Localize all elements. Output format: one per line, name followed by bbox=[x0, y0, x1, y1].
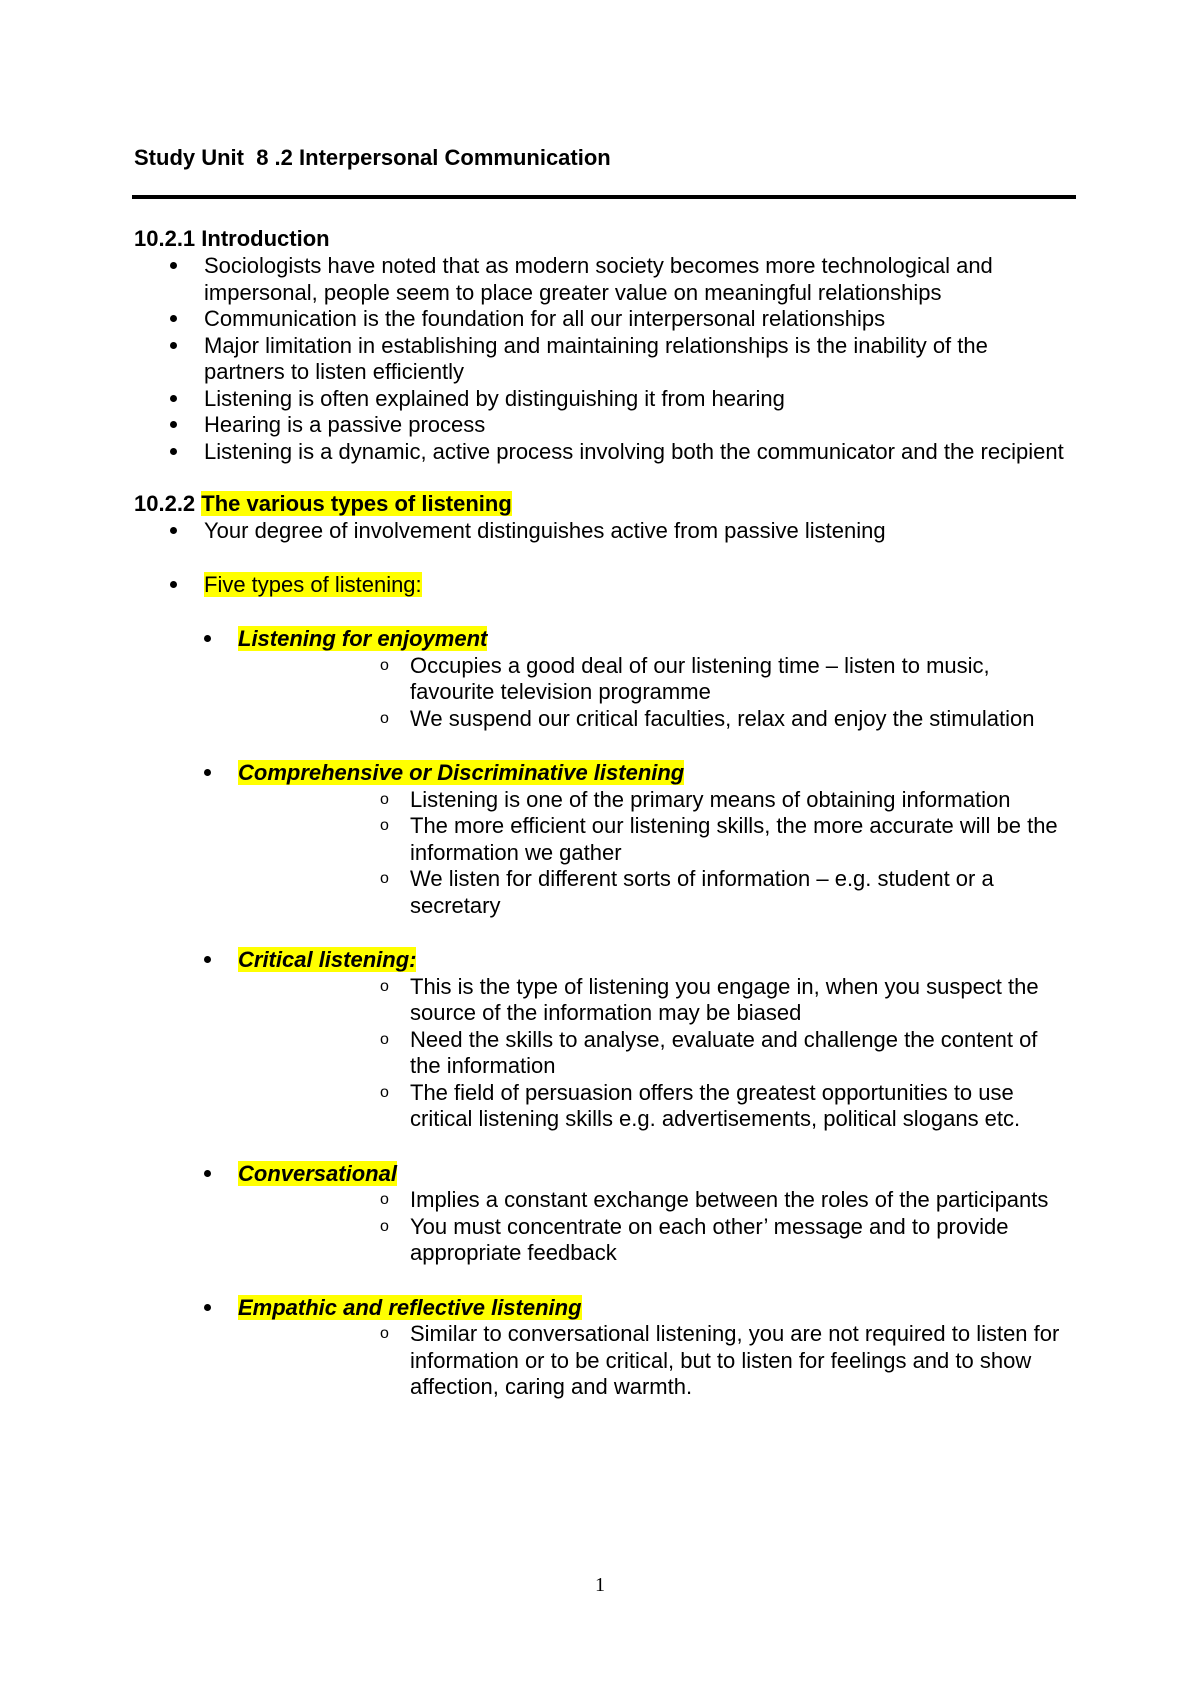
section-number: 10.2.1 bbox=[134, 226, 196, 251]
document-title: Study Unit 8 .2 Interpersonal Communication bbox=[134, 145, 611, 170]
sub-point: o Need the skills to analyse, evaluate and challenge the content of the information bbox=[238, 1027, 1074, 1080]
list-item: Hearing is a passive process bbox=[134, 412, 1074, 439]
title-rule bbox=[132, 195, 1076, 199]
listening-type-label: Empathic and reflective listening bbox=[238, 1294, 582, 1320]
section-heading-types-of-listening bbox=[134, 490, 1074, 518]
sub-points bbox=[238, 1187, 1074, 1267]
sub-points bbox=[238, 974, 1074, 1133]
five-types-label: Five types of listening: bbox=[204, 571, 422, 597]
sub-points bbox=[238, 653, 1074, 733]
sub-point: o Implies a constant exchange between the roles of the participants bbox=[238, 1187, 1074, 1214]
list-item: Sociologists have noted that as modern society becomes more technological and impersonal, people seem to place greater value on meaningful relationships bbox=[134, 253, 1074, 306]
listening-types-list bbox=[134, 626, 1074, 1401]
listening-type-label: Critical listening: bbox=[238, 947, 417, 972]
listening-type-comprehensive bbox=[134, 760, 1074, 919]
list-item: Major limitation in establishing and maintaining relationships is the inability of the partners to listen efficiently bbox=[134, 333, 1074, 386]
list-item-five-types bbox=[134, 572, 1074, 599]
sub-point: o Similar to conversational listening, you are not required to listen for information or to be critical, but to listen for feelings and to show affection, caring and warmth. bbox=[238, 1321, 1074, 1401]
section-title: Introduction bbox=[201, 226, 330, 251]
list-item: Your degree of involvement distinguishes active from passive listening bbox=[134, 518, 1074, 545]
list-item: Listening is often explained by distinguishing it from hearing bbox=[134, 386, 1074, 413]
page-number: 1 bbox=[595, 1574, 605, 1596]
sub-point: o The more efficient our listening skills, the more accurate will be the information we gather bbox=[238, 813, 1074, 866]
listening-type-conversational bbox=[134, 1161, 1074, 1267]
listening-type-label: Listening for enjoyment bbox=[238, 626, 488, 651]
listening-type-empathic bbox=[134, 1295, 1074, 1401]
sub-points bbox=[238, 1321, 1074, 1401]
listening-type-label: Conversational bbox=[238, 1160, 397, 1186]
listening-type-enjoyment bbox=[134, 626, 1074, 732]
sub-points bbox=[238, 787, 1074, 920]
sub-point: o Listening is one of the primary means of obtaining information bbox=[238, 787, 1074, 814]
introduction-list bbox=[134, 253, 1074, 465]
list-item: Listening is a dynamic, active process involving both the communicator and the recipient bbox=[134, 439, 1074, 466]
sub-point: o This is the type of listening you engage in, when you suspect the source of the information may be biased bbox=[238, 974, 1074, 1027]
sub-point: o The field of persuasion offers the greatest opportunities to use critical listening skills e.g. advertisements, political slogans etc. bbox=[238, 1080, 1074, 1133]
sub-point: o You must concentrate on each other’ message and to provide appropriate feedback bbox=[238, 1214, 1074, 1267]
sub-point: o We listen for different sorts of information – e.g. student or a secretary bbox=[238, 866, 1074, 919]
sub-point: o Occupies a good deal of our listening time – listen to music, favourite television programme bbox=[238, 653, 1074, 706]
list-item: Communication is the foundation for all our interpersonal relationships bbox=[134, 306, 1074, 333]
types-list bbox=[134, 518, 1074, 598]
sub-point: o We suspend our critical faculties, relax and enjoy the stimulation bbox=[238, 706, 1074, 733]
section-title: The various types of listening bbox=[201, 491, 512, 516]
page-content bbox=[134, 142, 1074, 1401]
listening-type-critical bbox=[134, 947, 1074, 1133]
listening-type-label: Comprehensive or Discriminative listening bbox=[238, 760, 685, 785]
section-number: 10.2.2 bbox=[134, 491, 196, 516]
section-heading-introduction bbox=[134, 225, 1074, 253]
